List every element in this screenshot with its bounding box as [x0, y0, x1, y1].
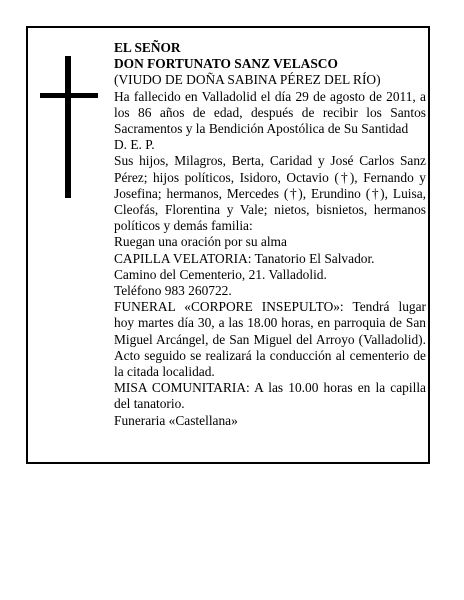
mass-details: MISA COMUNITARIA: A las 10.00 horas en la capilla del tanatorio.	[114, 380, 426, 412]
prayer-request: Ruegan una oración por su alma	[114, 234, 287, 250]
widow-of-line: (VIUDO DE DOÑA SABINA PÉREZ DEL RÍO)	[114, 72, 381, 88]
family-list: Sus hijos, Milagros, Berta, Caridad y José Carlos Sanz Pérez; hijos políticos, Isidoro, Octavio (†), Fernando y Josefina; hermanos, Mercedes (†), Erundino (†), Luisa, Cleofás, Florentina y Vale; nietos, bisnietos, hermanos políticos y demás familia:	[114, 153, 426, 234]
cross-horizontal-bar	[40, 93, 98, 98]
obituary-notice	[26, 26, 430, 464]
notice-title: EL SEÑOR	[114, 40, 181, 55]
death-announcement: Ha fallecido en Valladolid el día 29 de agosto de 2011, a los 86 años de edad, después de recibir los Santos Sacramentos y la Bendición Apostólica de Su Santidad	[114, 88, 426, 137]
phone-line: Teléfono 983 260722.	[114, 283, 232, 299]
cross-vertical-bar	[65, 56, 71, 198]
latin-cross-icon	[40, 56, 98, 198]
deceased-name: DON FORTUNATO SANZ VELASCO	[114, 56, 338, 72]
obituary-text	[114, 40, 426, 429]
chapel-line: CAPILLA VELATORIA: Tanatorio El Salvador.	[114, 250, 375, 266]
chapel-address: Camino del Cementerio, 21. Valladolid.	[114, 266, 327, 282]
rip-line: D. E. P.	[114, 137, 155, 153]
funeral-details: FUNERAL «CORPORE INSEPULTO»: Tendrá lugar hoy martes día 30, a las 18.00 horas, en parroquia de San Miguel Arcángel, de San Miguel del Arroyo (Valladolid). Acto seguido se realizará la conducción al cementerio de la citada localidad.	[114, 299, 426, 380]
funeral-home: Funeraria «Castellana»	[114, 412, 238, 428]
